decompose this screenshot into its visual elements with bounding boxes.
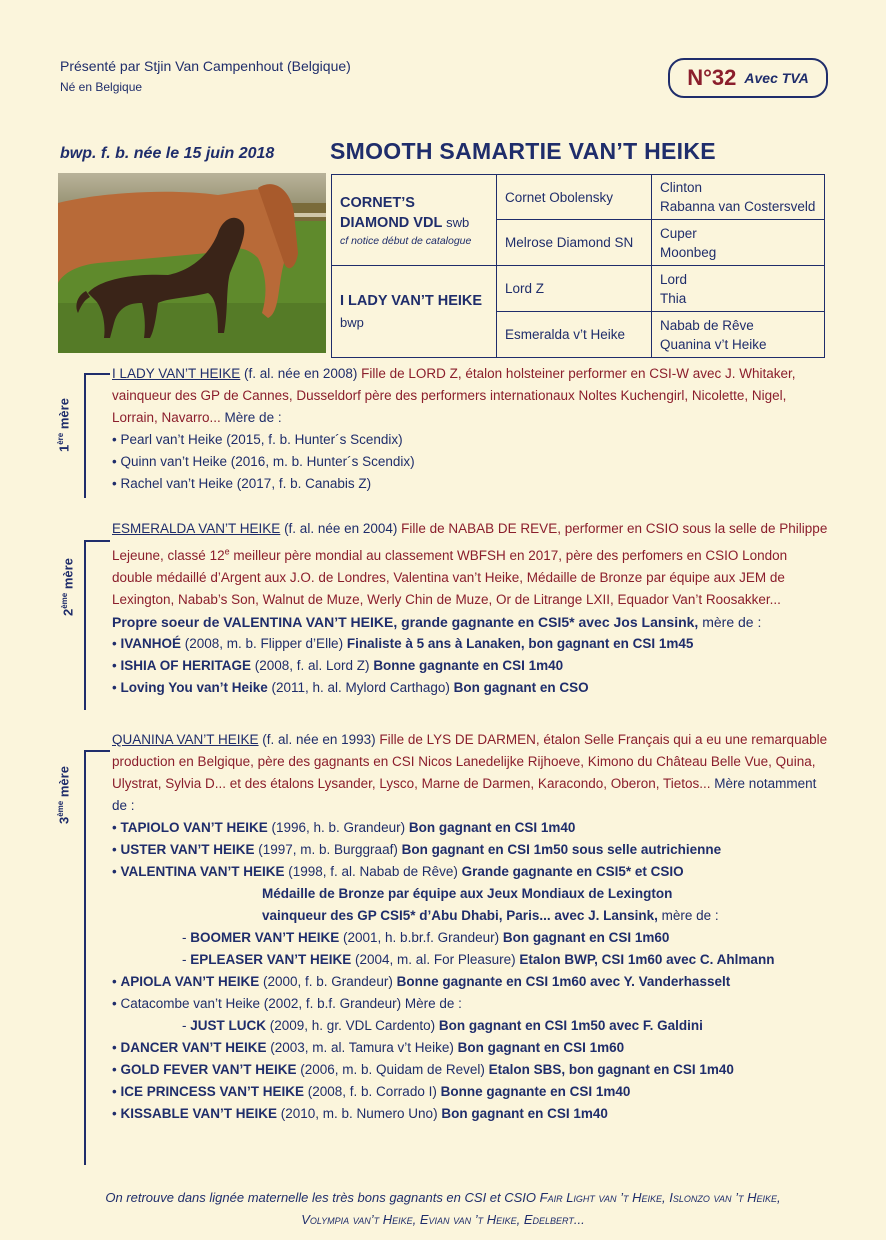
pedigree-table	[331, 174, 825, 358]
pedigree-ss: Cornet Obolensky	[497, 175, 652, 220]
mother3-item: • Catacombe van’t Heike (2002, f. b.f. Grandeur) Mère de :	[112, 996, 462, 1011]
mother1-info: (f. al. née en 2008)	[240, 366, 362, 381]
presenter-text: Présenté par Stjin Van Campenhout (Belgique)	[60, 58, 351, 74]
mother3-section	[112, 729, 828, 1125]
horse-photo	[58, 173, 326, 353]
mother1-mother-of: Mère de :	[220, 410, 282, 425]
mother2-label: 2ème mère	[60, 558, 76, 616]
valentina-kid: - BOOMER VAN’T HEIKE (2001, h. b.br.f. Grandeur) Bon gagnant en CSI 1m60	[182, 930, 670, 945]
mother3-item: • KISSABLE VAN’T HEIKE (2010, m. b. Numero Uno) Bon gagnant en CSI 1m40	[112, 1106, 608, 1121]
breed-line: bwp. f. b. née le 15 juin 2018	[60, 145, 275, 162]
valentina-line2: Médaille de Bronze par équipe aux Jeux Mondiaux de Lexington	[262, 886, 673, 901]
footer-names-a: Fair Light van ’t Heike, Islonzo van ’t Heike,	[539, 1190, 781, 1205]
bracket-1-top	[84, 373, 110, 375]
horse-photo-illustration	[58, 173, 326, 353]
pedigree-sire: CORNET’S DIAMOND VDL	[340, 195, 443, 231]
bracket-1	[84, 373, 86, 498]
valentina-line3: vainqueur des GP CSI5* d’Abu Dhabi, Paris... avec J. Lansink, mère de :	[262, 908, 719, 923]
pedigree-dam-suffix: bwp	[340, 314, 364, 330]
catacombe-kid: - JUST LUCK (2009, h. gr. VDL Cardento) Bon gagnant en CSI 1m50 avec F. Galdini	[182, 1018, 703, 1033]
pedigree-ss-parents	[652, 175, 825, 220]
mother2-item: • ISHIA OF HERITAGE (2008, f. al. Lord Z) Bonne gagnante en CSI 1m40	[112, 657, 564, 673]
bracket-2-top	[84, 540, 110, 542]
mother3-item: • VALENTINA VAN’T HEIKE (1998, f. al. Nabab de Rêve) Grande gagnante en CSI5* et CSIO	[112, 864, 684, 879]
mother3-item: • TAPIOLO VAN’T HEIKE (1996, h. b. Grandeur) Bon gagnant en CSI 1m40	[112, 820, 576, 835]
mother1-item: • Pearl van’t Heike (2015, f. b. Hunter´s Scendix)	[112, 432, 403, 447]
mother1-desc: Fille de LORD Z, étalon holsteiner performer en CSI-W avec J. Whitaker, vainqueur des GP de Cannes, Dusseldorf père des performers internationaux Noltes Kuchengirl, Nicolette, Nigel, Lorrain, Navarro...	[112, 366, 796, 425]
pedigree-sss: Clinton	[660, 180, 703, 195]
footer-text: On retrouve dans lignée maternelle les très bons gagnants en CSI et CSIO	[105, 1190, 540, 1205]
bracket-3	[84, 750, 86, 1165]
mother2-sister: Propre soeur de VALENTINA VAN’T HEIKE, grande gagnante en CSI5* avec Jos Lansink,	[112, 613, 699, 630]
footer-note	[60, 1187, 826, 1231]
mother2-item: • Loving You van’t Heike (2011, h. al. Mylord Carthago) Bon gagnant en CSO	[112, 679, 589, 695]
pedigree-sd-parents	[652, 220, 825, 266]
pedigree-ds-parents	[652, 266, 825, 312]
pedigree-dam-cell	[332, 266, 497, 358]
lot-badge	[668, 58, 828, 98]
mother1-item: • Quinn van’t Heike (2016, m. b. Hunter´s Scendix)	[112, 454, 415, 469]
mother3-item: • USTER VAN’T HEIKE (1997, m. b. Burggraaf) Bon gagnant en CSI 1m50 sous selle autrichienne	[112, 842, 722, 857]
pedigree-sire-cell	[332, 175, 497, 266]
horse-name: SMOOTH SAMARTIE VAN’T HEIKE	[330, 138, 716, 164]
pedigree-sdd: Moonbeg	[660, 244, 717, 260]
valentina-kid: - EPLEASER VAN’T HEIKE (2004, m. al. For Pleasure) Etalon BWP, CSI 1m60 avec C. Ahlmann	[182, 952, 775, 967]
pedigree-dam: I LADY VAN’T HEIKE	[340, 292, 483, 309]
pedigree-dss: Lord	[660, 271, 688, 287]
mother3-item: • ICE PRINCESS VAN’T HEIKE (2008, f. b. Corrado I) Bonne gagnante en CSI 1m40	[112, 1084, 631, 1099]
lot-tva: Avec TVA	[744, 70, 809, 86]
birthplace-text: Né en Belgique	[60, 80, 143, 94]
mother1-item: • Rachel van’t Heike (2017, f. b. Canabis Z)	[112, 476, 372, 491]
mother1-name: I LADY VAN’T HEIKE	[112, 366, 241, 381]
mother2-section	[112, 518, 828, 699]
pedigree-dd: Esmeralda v’t Heike	[497, 312, 652, 358]
mother3-item: • APIOLA VAN’T HEIKE (2000, f. b. Grandeur) Bonne gagnante en CSI 1m60 avec Y. Vanderhasselt	[112, 974, 731, 989]
pedigree-dd-parents	[652, 312, 825, 358]
mother2-item: • IVANHOÉ (2008, m. b. Flipper d’Elle) Finaliste à 5 ans à Lanaken, bon gagnant en CSI 1m45	[112, 635, 694, 651]
mother3-mother-of: Mère notamment de :	[112, 776, 817, 813]
footer-names-b: Volympia van’t Heike, Evian van ’t Heike, Edelbert...	[301, 1212, 585, 1227]
pedigree-dsd: Thia	[660, 290, 687, 306]
mother2-desc: Fille de NABAB DE REVE, performer en CSIO sous la selle de Philippe Lejeune, classé 12e meilleur père mondial au classement WBFSH en 2017, père des perfomers en CSIO London double médaillé d’Argent aux J.O. de Londres, Valentina van’t Heike, Médaille de Bronze par équipe aux JEM de Lexington, Nabab’s Son, Walnut de Muze, Werly Chin de Muze, Or de Litrange LXII, Equador Van’t Roosakker...	[112, 521, 828, 607]
mother3-item: • GOLD FEVER VAN’T HEIKE (2006, m. b. Quidam de Revel) Etalon SBS, bon gagnant en CSI 1m40	[112, 1062, 734, 1077]
pedigree-sd: Melrose Diamond SN	[497, 220, 652, 266]
lot-number: N°32	[687, 65, 737, 90]
mother3-name: QUANINA VAN’T HEIKE	[112, 732, 259, 747]
mother3-label: 3ème mère	[56, 766, 72, 824]
mother3-info: (f. al. née en 1993)	[258, 732, 380, 747]
pedigree-ds: Lord Z	[497, 266, 652, 312]
pedigree-ssd: Rabanna van Costersveld	[660, 199, 816, 214]
pedigree-sire-note: cf notice début de catalogue	[340, 235, 472, 247]
mother2-info: (f. al. née en 2004)	[280, 521, 402, 536]
mother2-name: ESMERALDA VAN’T HEIKE	[112, 521, 281, 536]
bracket-3-top	[84, 750, 110, 752]
mother3-desc: Fille de LYS DE DARMEN, étalon Selle Français qui a eu une remarquable production en Belgique, père des gagnants en CSI Nicos Lanedelijke Rijhoeve, Kimono du Château Belle Vue, Quina, Ulystrat, Sylvia D... et des étalons Lysander, Lysco, Marne de Darmen, Karacondo, Oberon, Tietos...	[112, 732, 828, 791]
pedigree-sds: Cuper	[660, 225, 697, 241]
pedigree-sire-suffix: swb	[446, 215, 470, 230]
mother1-label: 1ère mère	[56, 398, 72, 452]
pedigree-ddd: Quanina v’t Heike	[660, 336, 767, 352]
bracket-2	[84, 540, 86, 710]
mother1-section	[112, 363, 828, 495]
mother2-sister-tail: mère de :	[698, 613, 762, 630]
mother3-item: • DANCER VAN’T HEIKE (2003, m. al. Tamura v’t Heike) Bon gagnant en CSI 1m60	[112, 1040, 625, 1055]
pedigree-dds: Nabab de Rêve	[660, 317, 754, 333]
